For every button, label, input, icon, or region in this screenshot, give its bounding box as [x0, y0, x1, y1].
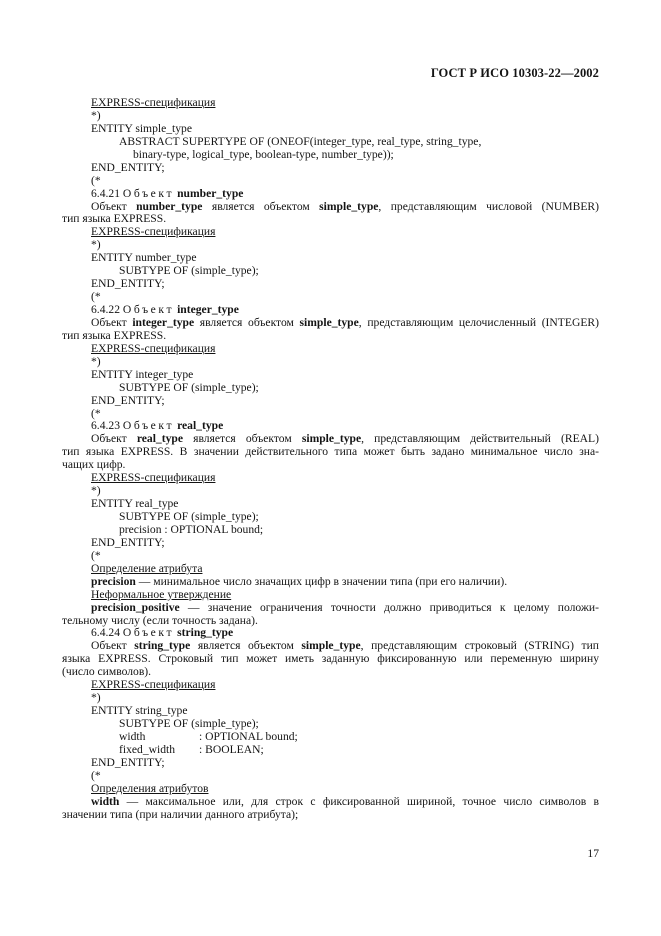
code-line: (* — [91, 768, 101, 782]
section-entity-name: real_type — [177, 419, 224, 433]
code-line: ENTITY integer_type — [91, 367, 194, 381]
paragraph-line: тип языка EXPRESS. В значении действительного типа может быть задано минимальное число зна- — [62, 445, 599, 459]
paragraph-line: тип языка EXPRESS. — [62, 212, 167, 226]
paragraph-line: языка EXPRESS. Строковый тип может иметь заданную фиксированную или переменную ширину — [62, 652, 599, 666]
code-line: (* — [91, 290, 101, 304]
express-spec-label: EXPRESS-спецификация — [91, 678, 216, 692]
code-line: ENTITY simple_type — [91, 121, 192, 135]
code-line: ABSTRACT SUPERTYPE OF (ONEOF(integer_type, real_type, string_type, — [119, 134, 482, 148]
paragraph-line: Объект integer_type является объектом simple_type, представляющим целочисленный (INTEGER) — [91, 315, 599, 329]
express-spec-label: EXPRESS-спецификация — [91, 225, 216, 239]
section-number: 6.4.24 — [91, 626, 120, 640]
code-line: binary-type, logical_type, boolean-type, number_type)); — [133, 147, 394, 161]
attribute-definition-label: Определение атрибута — [91, 561, 203, 575]
paragraph-line: Объект real_type является объектом simple_type, представляющим действительный (REAL) — [91, 432, 599, 446]
code-line: precision : OPTIONAL bound; — [119, 522, 264, 536]
code-line: SUBTYPE OF (simple_type); — [119, 264, 259, 278]
paragraph-line: значении типа (при наличии данного атрибута); — [62, 807, 299, 821]
paragraph-line: Объект string_type является объектом simple_type, представляющим строковый (STRING) тип — [91, 639, 599, 653]
paragraph-line: (число символов). — [62, 665, 152, 679]
code-line: ENTITY real_type — [91, 497, 179, 511]
code-line: SUBTYPE OF (simple_type); — [119, 380, 259, 394]
code-line: width : OPTIONAL bound; — [119, 729, 298, 743]
page-number: 17 — [587, 847, 599, 860]
express-spec-label: EXPRESS-спецификация — [91, 341, 216, 355]
attribute-definitions-label: Определения атрибутов — [91, 781, 209, 795]
code-line: (* — [91, 406, 101, 420]
section-entity-name: string_type — [177, 626, 234, 640]
code-line: *) — [91, 484, 101, 498]
section-entity-name: number_type — [177, 186, 244, 200]
code-line: *) — [91, 108, 101, 122]
code-line: END_ENTITY; — [91, 755, 165, 769]
code-line: *) — [91, 354, 101, 368]
code-line: *) — [91, 691, 101, 705]
section-number: 6.4.22 — [91, 303, 120, 316]
standard-header: ГОСТ Р ИСО 10303-22—2002 — [430, 66, 599, 80]
paragraph-line: width — максимальное или, для строк с фиксированной шириной, точное число символов в — [91, 794, 599, 808]
express-spec-label: EXPRESS-спецификация — [91, 96, 216, 109]
code-line: (* — [91, 548, 101, 562]
section-word: Объект — [122, 303, 175, 316]
code-line: END_ENTITY; — [91, 160, 165, 174]
paragraph-line: чащих цифр. — [62, 458, 126, 472]
code-line: END_ENTITY; — [91, 277, 165, 291]
code-line: ENTITY string_type — [91, 704, 188, 718]
code-line: (* — [91, 173, 101, 187]
paragraph-line: тельному числу (если точность задана). — [62, 613, 258, 627]
section-word: Объект — [122, 186, 175, 200]
section-number: 6.4.23 — [91, 419, 120, 433]
code-line: SUBTYPE OF (simple_type); — [119, 717, 259, 730]
paragraph-line: precision_positive — значение ограничения точности должно приводиться к целому положи- — [91, 600, 599, 614]
paragraph-line: precision — минимальное число значащих цифр в значении типа (при его наличии). — [91, 574, 508, 588]
code-line: END_ENTITY; — [91, 393, 165, 407]
section-word: Объект — [122, 626, 175, 640]
code-line: END_ENTITY; — [91, 535, 165, 549]
section-entity-name: integer_type — [177, 303, 239, 316]
code-line: SUBTYPE OF (simple_type); — [119, 510, 259, 523]
code-line: fixed_width : BOOLEAN; — [119, 742, 264, 756]
page-body — [62, 97, 599, 822]
express-spec-label: EXPRESS-спецификация — [91, 471, 216, 485]
code-line: ENTITY number_type — [91, 251, 197, 265]
code-line: *) — [91, 238, 101, 252]
section-number: 6.4.21 — [91, 186, 120, 200]
informal-proposition-label: Неформальное утверждение — [91, 587, 232, 601]
paragraph-line: Объект number_type является объектом simple_type, представляющим числовой (NUMBER) — [91, 199, 600, 213]
paragraph-line: тип языка EXPRESS. — [62, 328, 167, 342]
section-word: Объект — [122, 419, 175, 433]
